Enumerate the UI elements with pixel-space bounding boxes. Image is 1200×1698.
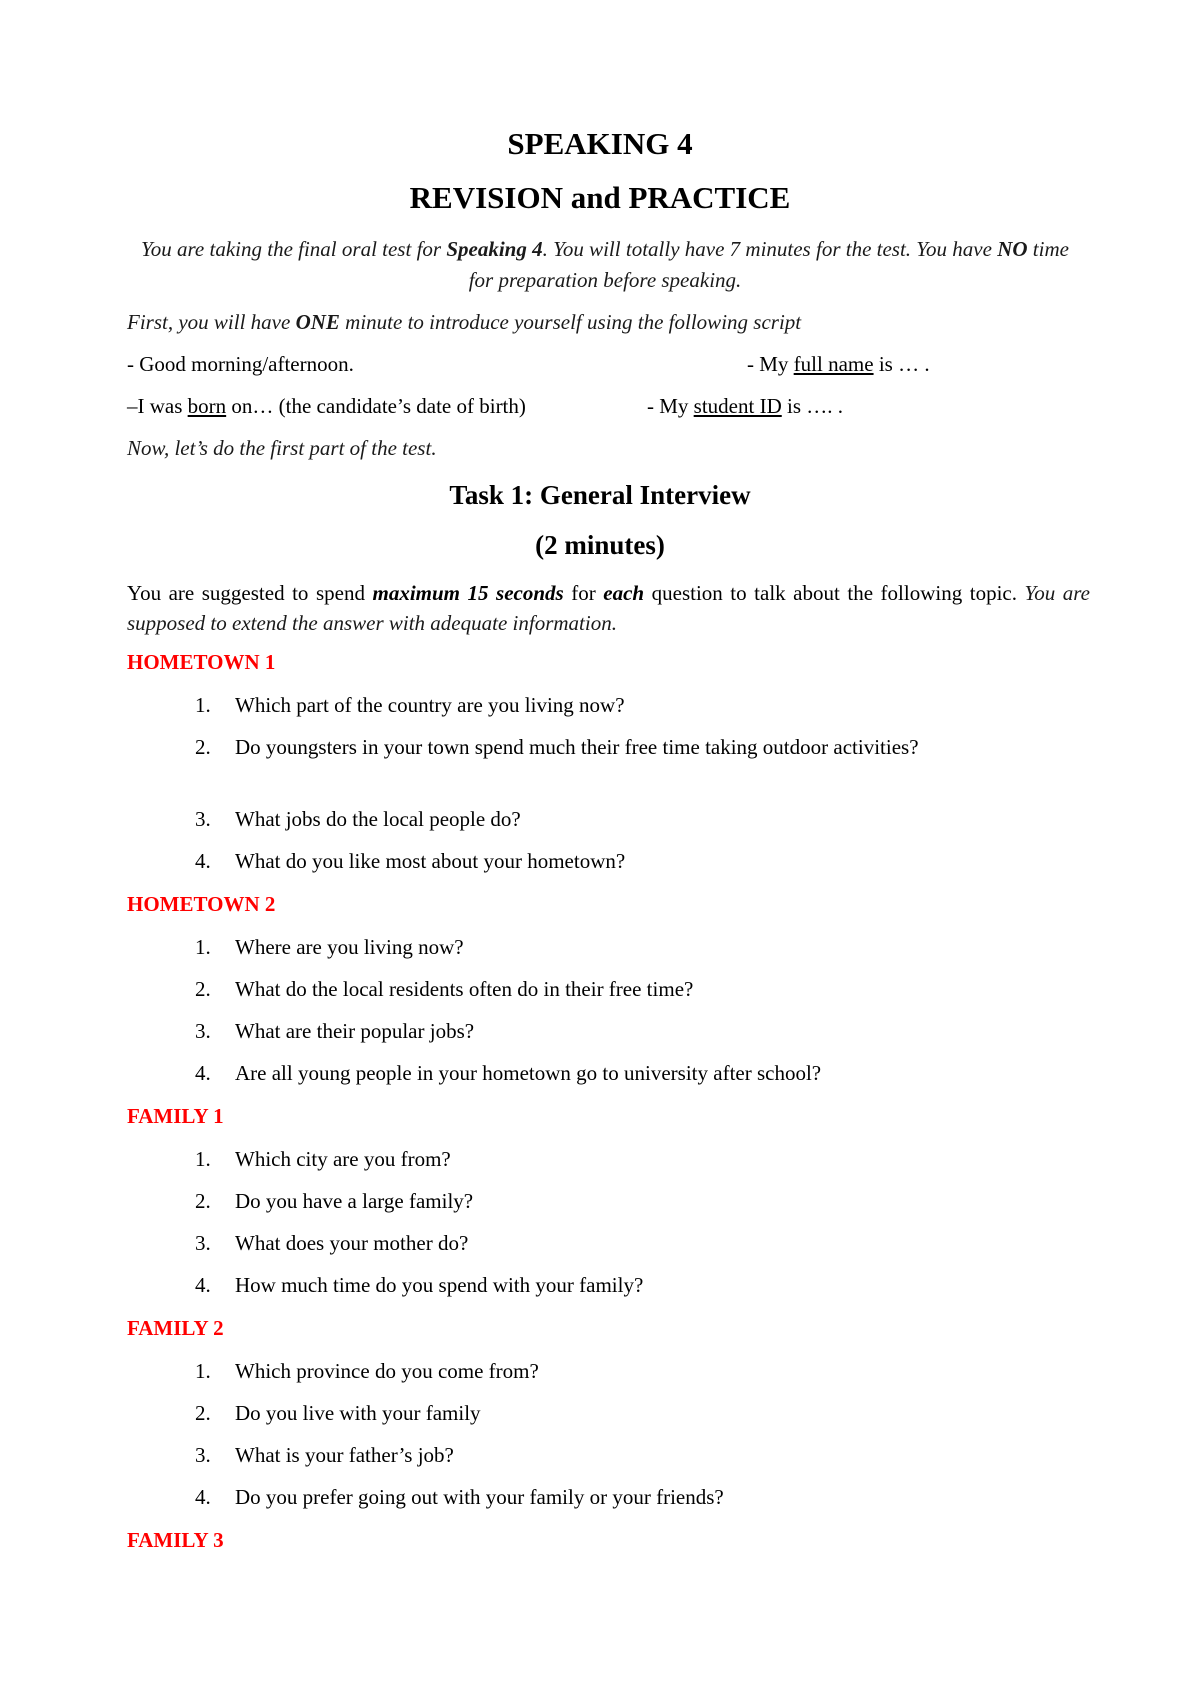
list-item: 1. Where are you living now? [195,935,464,959]
transition-text: Now, let’s do the first part of the test. [127,436,437,460]
list-item: 1. Which province do you come from? [195,1359,539,1383]
intro-paragraph: You are taking the final oral test for Speaking 4. You will totally have 7 minutes for the test. You have NO time for preparation before speaking. [141,237,1069,292]
list-item: 3. What are their popular jobs? [195,1019,475,1043]
list-item: 2. Do you live with your family [195,1401,481,1425]
section-heading-family-3: FAMILY 3 [127,1528,224,1552]
list-item: 2. Do youngsters in your town spend much their free time taking outdoor activities? [195,735,919,759]
list-item: 4. Are all young people in your hometown go to university after school? [195,1061,822,1085]
task-instructions: You are suggested to spend maximum 15 seconds for each question to talk about the following topic. You are supposed to extend the answer with adequate information. [127,581,1090,635]
script-name: - My full name is … . [747,352,930,376]
list-item: 3. What jobs do the local people do? [195,807,521,831]
script-line-2 [127,392,1090,420]
section-heading-hometown-1: HOMETOWN 1 [127,650,276,674]
script-line-1 [127,350,1090,378]
task-duration: (2 minutes) [535,530,665,560]
list-item: 2. What do the local residents often do in their free time? [195,977,694,1001]
script-born: –I was born on… (the candidate’s date of birth) [127,394,526,418]
list-item: 1. Which city are you from? [195,1147,451,1171]
list-item: 1. Which part of the country are you living now? [195,693,625,717]
script-greeting: - Good morning/afternoon. [127,352,354,376]
section-heading-hometown-2: HOMETOWN 2 [127,892,276,916]
list-item: 4. Do you prefer going out with your family or your friends? [195,1485,724,1509]
section-heading-family-1: FAMILY 1 [127,1104,224,1128]
section-heading-family-2: FAMILY 2 [127,1316,224,1340]
intro-instruction: First, you will have ONE minute to introduce yourself using the following script [127,310,802,334]
list-item: 4. What do you like most about your hometown? [195,849,626,873]
page-subtitle: REVISION and PRACTICE [409,180,791,215]
page-title: SPEAKING 4 [507,126,693,161]
list-item: 2. Do you have a large family? [195,1189,474,1213]
list-item: 3. What does your mother do? [195,1231,469,1255]
script-id: - My student ID is …. . [647,394,844,418]
list-item: 4. How much time do you spend with your family? [195,1273,644,1297]
list-item: 3. What is your father’s job? [195,1443,454,1467]
task-title: Task 1: General Interview [449,480,751,510]
